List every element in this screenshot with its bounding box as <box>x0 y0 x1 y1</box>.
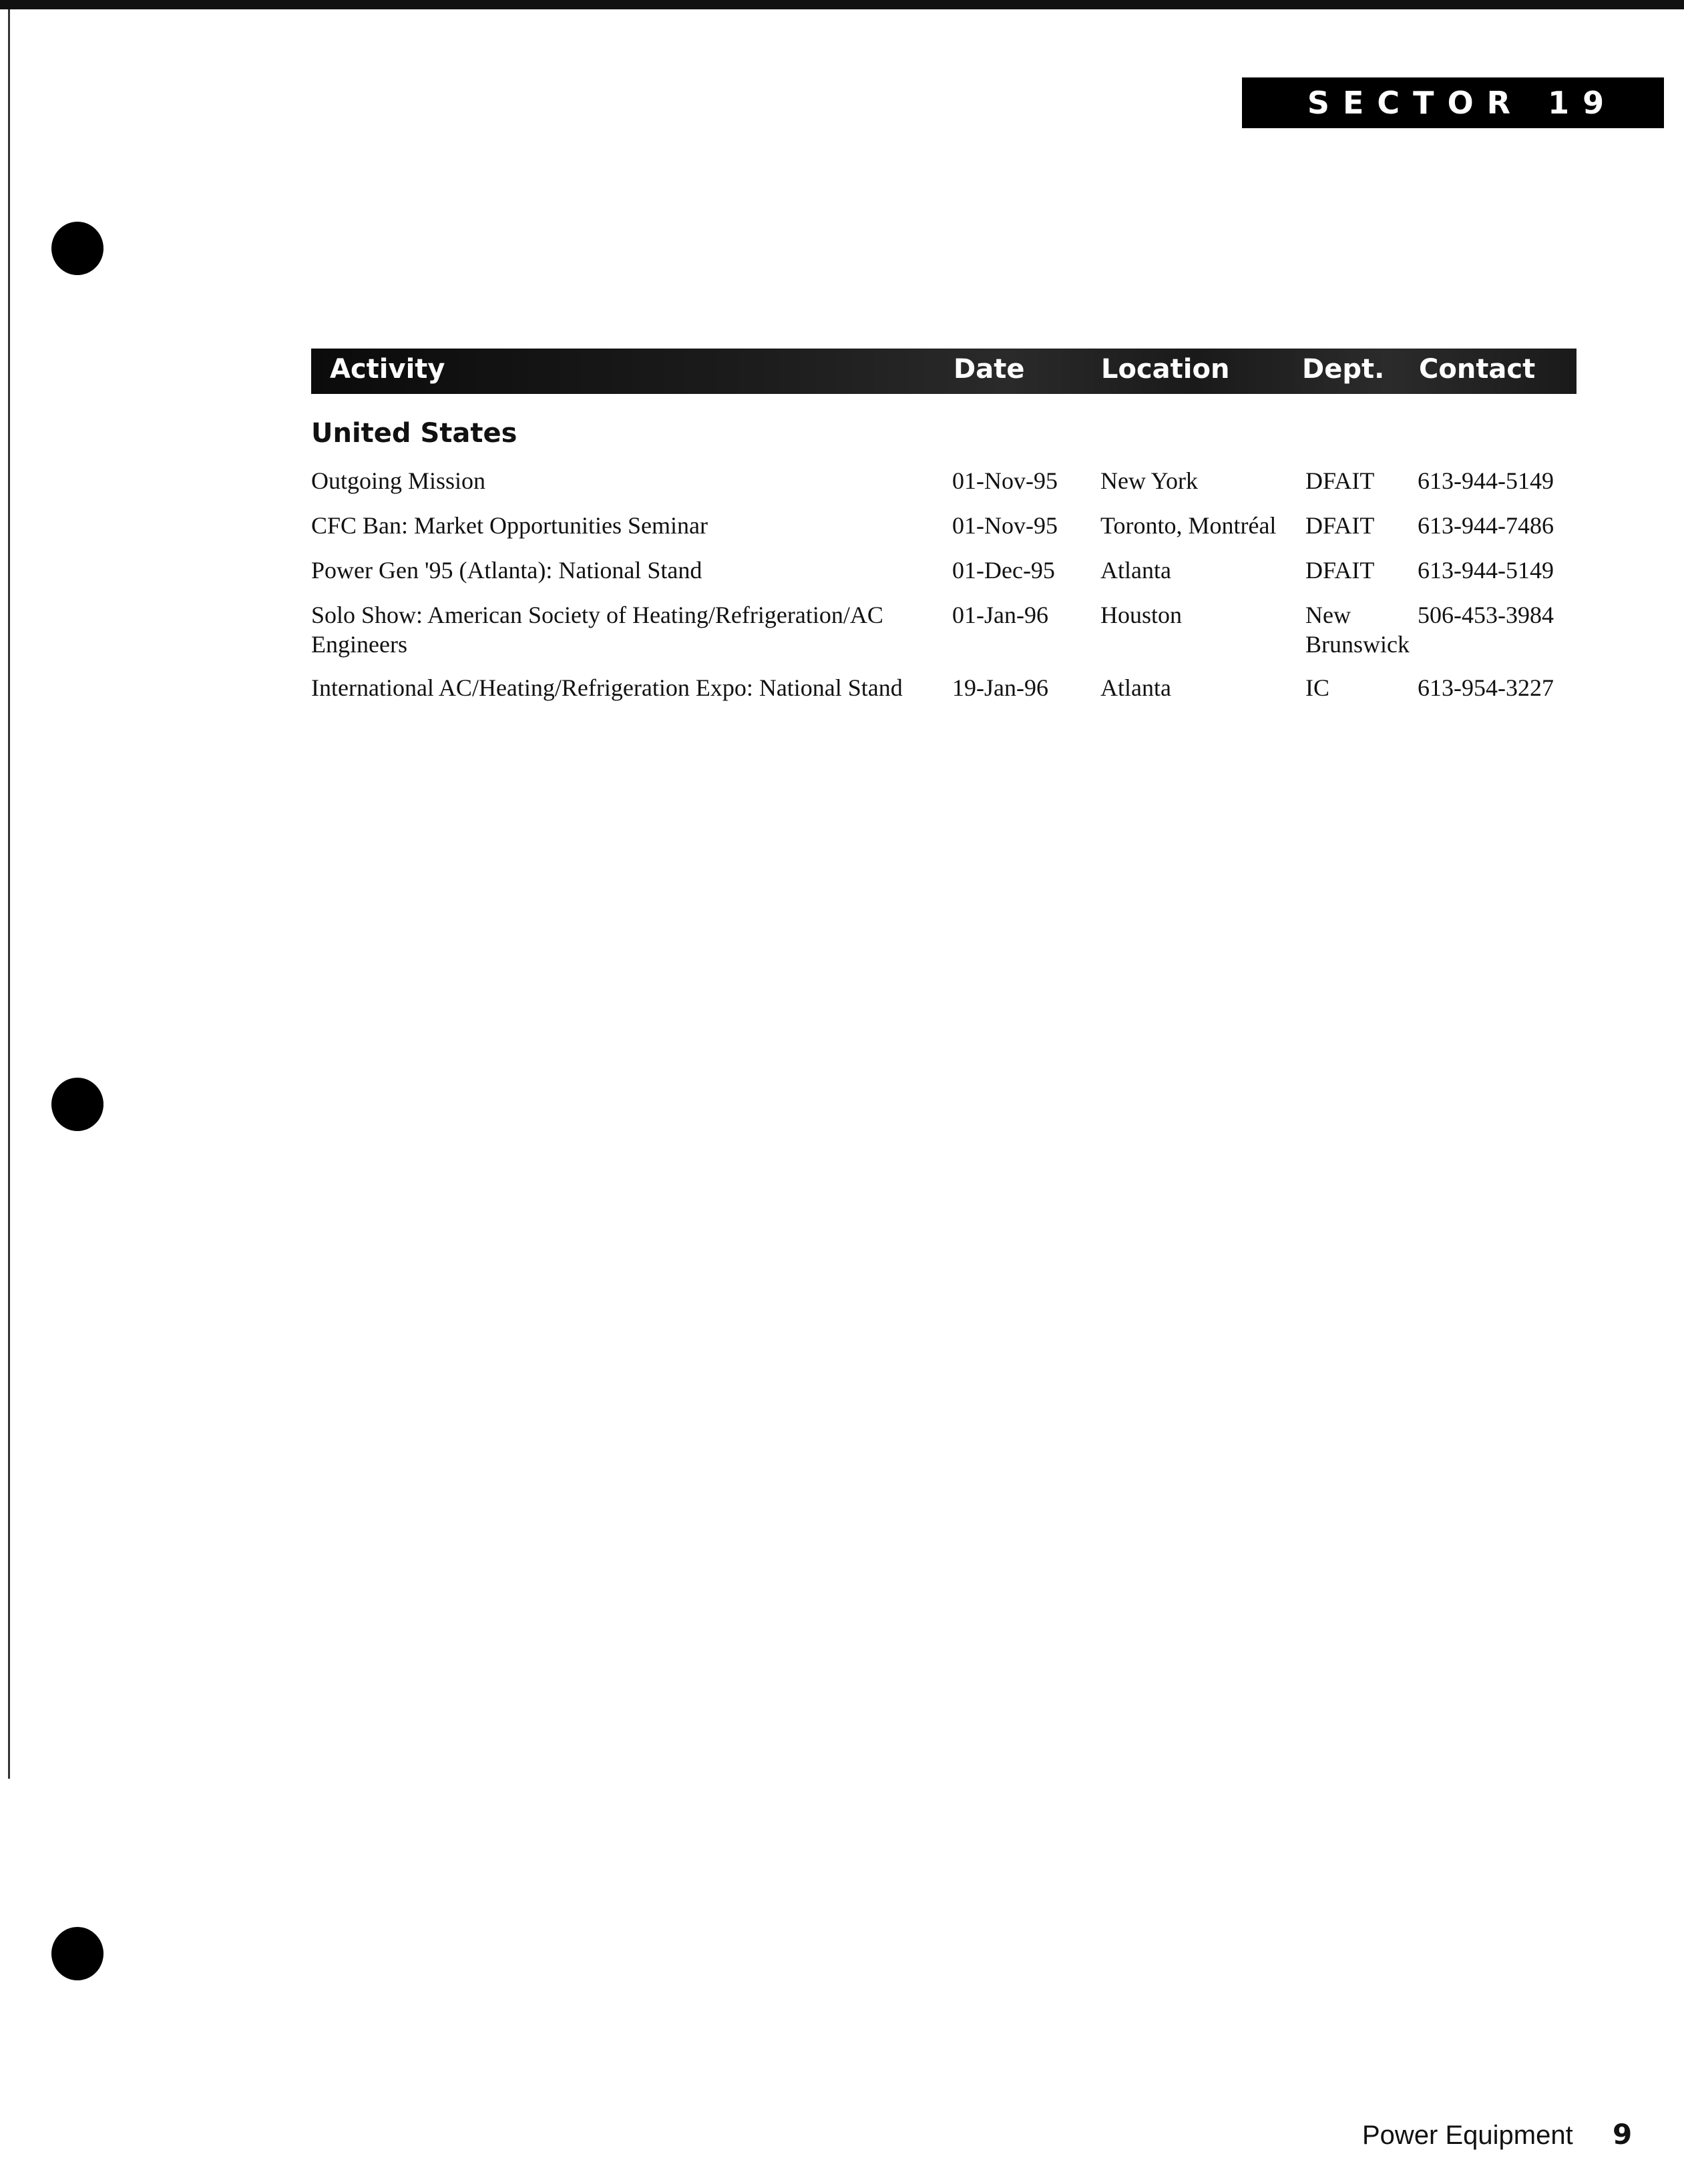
dept-cell: New Brunswick <box>1305 602 1410 658</box>
region-heading: United States <box>311 418 517 449</box>
contact-cell: 613-944-5149 <box>1418 557 1554 584</box>
date-cell: 01-Nov-95 <box>952 512 1058 539</box>
punch-hole <box>51 1927 103 1980</box>
punch-hole <box>51 222 103 275</box>
column-header-location: Location <box>1101 354 1230 385</box>
date-cell: 19-Jan-96 <box>952 674 1048 701</box>
column-header-activity: Activity <box>330 354 445 385</box>
dept-cell: IC <box>1305 674 1329 701</box>
location-cell: New York <box>1100 467 1199 494</box>
contact-cell: 613-954-3227 <box>1418 674 1554 701</box>
location-cell: Toronto, Montréal <box>1100 512 1277 539</box>
activity-cell: Power Gen '95 (Atlanta): National Stand <box>311 557 702 584</box>
table-header <box>311 349 1576 394</box>
date-cell: 01-Jan-96 <box>952 602 1048 628</box>
sector-banner: SECTOR 19 <box>1242 77 1664 128</box>
column-header-date: Date <box>954 354 1025 385</box>
column-header-dept: Dept. <box>1302 354 1385 385</box>
contact-cell: 613-944-7486 <box>1418 512 1554 539</box>
page-number: 9 <box>1613 2118 1633 2151</box>
dept-cell: DFAIT <box>1305 512 1375 539</box>
contact-cell: 613-944-5149 <box>1418 467 1554 494</box>
activity-cell: International AC/Heating/Refrigeration Expo: National Stand <box>311 674 903 701</box>
activity-cell: Outgoing Mission <box>311 467 486 494</box>
column-header-contact: Contact <box>1419 354 1536 385</box>
location-cell: Atlanta <box>1100 674 1171 701</box>
date-cell: 01-Nov-95 <box>952 467 1058 494</box>
activity-cell: Solo Show: American Society of Heating/Refrigeration/AC Engineers <box>311 602 883 658</box>
activity-cell: CFC Ban: Market Opportunities Seminar <box>311 512 708 539</box>
top-border <box>0 0 1684 9</box>
left-border <box>8 9 10 1779</box>
location-cell: Atlanta <box>1100 557 1171 584</box>
location-cell: Houston <box>1100 602 1183 628</box>
punch-hole <box>51 1078 103 1131</box>
dept-cell: DFAIT <box>1305 557 1375 584</box>
date-cell: 01-Dec-95 <box>952 557 1055 584</box>
contact-cell: 506-453-3984 <box>1418 602 1554 628</box>
dept-cell: DFAIT <box>1305 467 1375 494</box>
footer-title: Power Equipment <box>1362 2121 1573 2150</box>
